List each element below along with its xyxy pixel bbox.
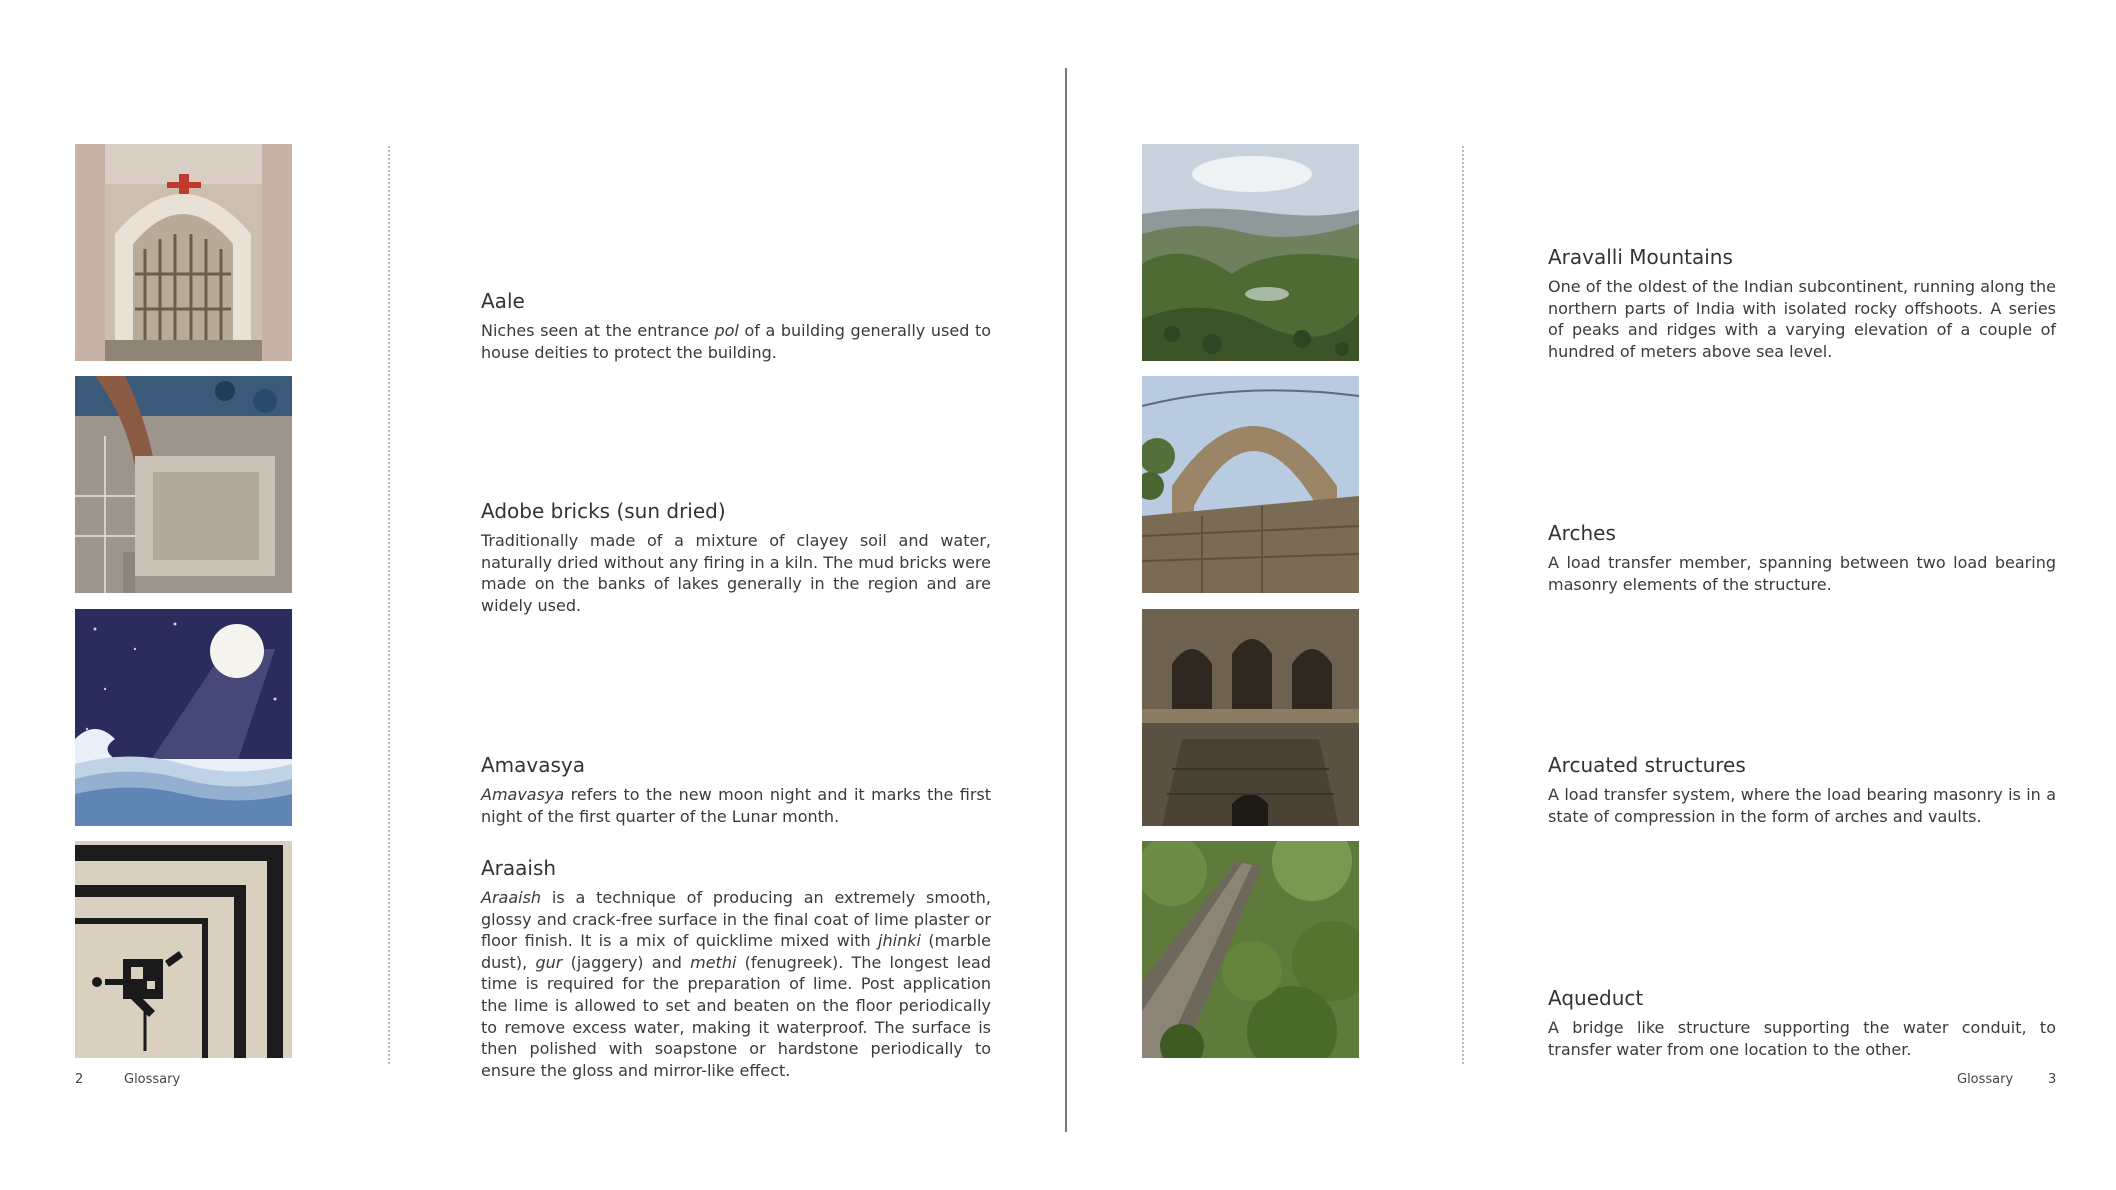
page-number-left: 2 [75, 1072, 84, 1087]
left-column-divider [388, 146, 390, 1064]
page-number-right: 3 [2048, 1072, 2057, 1087]
entry-arcuated-structures [1548, 752, 2056, 827]
definition-adobe-bricks: Traditionally made of a mixture of clayey soil and water, naturally dried without any firing in a kiln. The mud bricks were made on the banks of lakes generally in the region and are widely used. [481, 531, 991, 615]
photo-aqueduct [1142, 841, 1359, 1058]
term-aqueduct: Aqueduct [1548, 986, 1644, 1010]
photo-adobe-bricks [75, 376, 292, 593]
term-amavasya: Amavasya [481, 753, 586, 777]
photo-arches [1142, 376, 1359, 593]
entry-araaish [481, 855, 991, 1081]
entry-aale [481, 288, 991, 363]
definition-arches: A load transfer member, spanning between two load bearing masonry elements of the structure. [1548, 553, 2056, 594]
running-title-left: Glossary [124, 1072, 181, 1087]
running-title-right: Glossary [1957, 1072, 2014, 1087]
photo-araaish-floor [75, 841, 292, 1058]
entry-aravalli-mountains [1548, 244, 2056, 362]
entry-amavasya [481, 752, 991, 827]
definition-arcuated-structures: A load transfer system, where the load bearing masonry is in a state of compression in the form of arches and vaults. [1548, 785, 2056, 826]
illustration-amavasya [75, 609, 292, 826]
entry-adobe-bricks [481, 498, 991, 616]
term-araaish: Araaish [481, 856, 557, 880]
term-arches: Arches [1548, 521, 1616, 545]
definition-aqueduct: A bridge like structure supporting the water conduit, to transfer water from one location to the other. [1548, 1018, 2056, 1059]
book-spine [1065, 68, 1067, 1132]
term-arcuated-structures: Arcuated structures [1548, 753, 1746, 777]
right-column-divider [1462, 146, 1464, 1064]
term-adobe-bricks: Adobe bricks (sun dried) [481, 499, 726, 523]
term-aravalli-mountains: Aravalli Mountains [1548, 245, 1733, 269]
term-aale: Aale [481, 289, 525, 313]
definition-aravalli-mountains: One of the oldest of the Indian subcontinent, running along the northern parts of India with isolated rocky offshoots. A series of peaks and ridges with a varying elevation of a couple of hundred of meters above sea level. [1548, 277, 2056, 361]
definition-aale: Niches seen at the entrance pol of a building generally used to house deities to protect the building. [481, 321, 992, 362]
photo-aravalli-mountains [1142, 144, 1359, 361]
photo-arcuated-structures [1142, 609, 1359, 826]
entry-arches [1548, 520, 2056, 595]
photo-aale-doorway [75, 144, 292, 361]
definition-araaish: Araaish is a technique of producing an extremely smooth, glossy and crack-free surface in the final coat of lime plaster or floor finish. It is a mix of quicklime mixed with jhinki (marble dust), gur (jaggery) and methi (fenugreek). The longest lead time is required for the preparation of lime. Post application the lime is allowed to set and beaten on the floor periodically to remove excess water, making it waterproof. The surface is then polished with soapstone or hardstone periodically to ensure the gloss and mirror-like effect. [481, 888, 992, 1080]
entry-aqueduct [1548, 985, 2056, 1060]
definition-amavasya: Amavasya refers to the new moon night and it marks the first night of the first quarter of the Lunar month. [481, 785, 991, 826]
